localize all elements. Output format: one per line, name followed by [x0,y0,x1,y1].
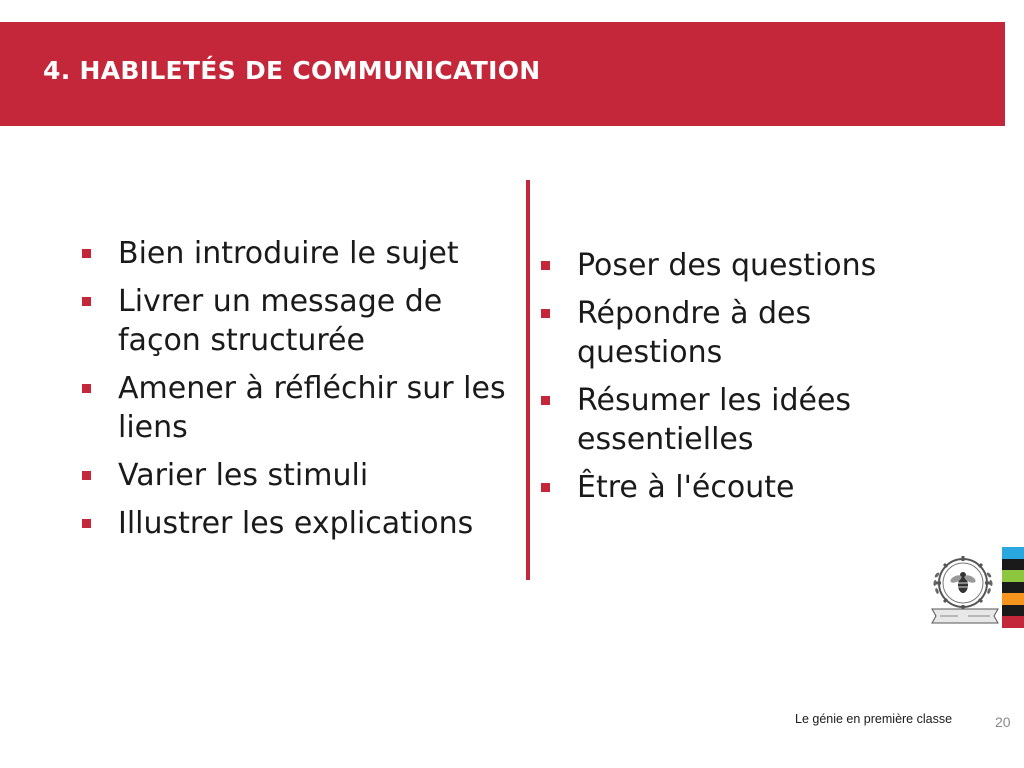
right-bullet-list [541,246,961,516]
square-bullet-icon [541,396,550,405]
list-item-text: Illustrer les explications [118,506,474,541]
slide-title: 4. HABILETÉS DE COMMUNICATION [43,56,541,85]
color-stripe [1002,570,1024,582]
page-number: 20 [995,714,1011,730]
square-bullet-icon [541,261,550,270]
polytechnique-seal-icon [928,553,1002,627]
color-stripe [1002,547,1024,559]
color-stripe [1002,616,1024,628]
list-item-text: Livrer un message de façon structurée [118,284,443,358]
square-bullet-icon [541,309,550,318]
list-item-text: Être à l'écoute [577,470,795,505]
footer-tagline: Le génie en première classe [795,712,953,726]
square-bullet-icon [82,297,91,306]
color-stripe [1002,582,1024,594]
list-item [82,234,522,273]
list-item-text: Bien introduire le sujet [118,236,459,271]
square-bullet-icon [82,519,91,528]
list-item [541,468,961,507]
left-bullet-list [82,234,522,552]
square-bullet-icon [82,249,91,258]
color-stripe [1002,559,1024,571]
list-item [541,294,961,372]
list-item [82,456,522,495]
list-item [541,381,961,459]
list-item [82,504,522,543]
color-stripe [1002,593,1024,605]
list-item-text: Poser des questions [577,248,877,283]
column-divider [526,180,530,580]
color-stripes [1002,547,1024,628]
color-stripe [1002,605,1024,617]
list-item-text: Varier les stimuli [118,458,369,493]
list-item [82,369,522,447]
list-item-text: Répondre à des questions [577,296,812,370]
title-banner [0,22,1005,126]
list-item-text: Résumer les idées essentielles [577,383,852,457]
square-bullet-icon [82,471,91,480]
square-bullet-icon [82,384,91,393]
list-item [82,282,522,360]
square-bullet-icon [541,483,550,492]
list-item-text: Amener à réfléchir sur les liens [118,371,506,445]
list-item [541,246,961,285]
